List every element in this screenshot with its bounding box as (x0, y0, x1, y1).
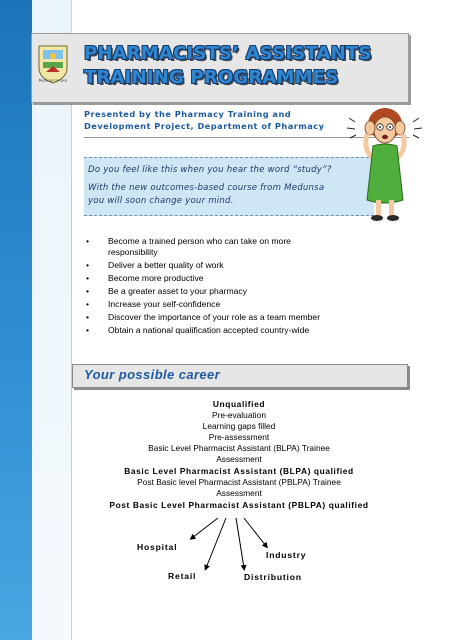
flow-step: Basic Level Pharmacist Assistant (BLPA) Trainee (148, 443, 330, 453)
career-heading: Your possible career (84, 367, 221, 382)
presented-by-text (84, 108, 334, 132)
presented-line-2: Development Project, Department of Pharmacy (84, 121, 325, 131)
flow-step: Post Basic Level Pharmacist Assistant (PBLPA) qualified (109, 500, 369, 510)
branch-hospital: Hospital (137, 542, 178, 552)
flow-step: Assessment (216, 454, 262, 464)
study-line-3: you will soon change your mind. (88, 196, 234, 206)
medunsa-logo (36, 44, 70, 84)
branch-distribution: Distribution (244, 572, 302, 582)
title-line-1: PHARMACISTS’ ASSISTANTS (84, 43, 372, 64)
title-line-2: TRAINING PROGRAMMES (84, 67, 339, 88)
flow-step: Pre-assessment (208, 432, 270, 442)
arrow-industry (244, 518, 266, 546)
flow-step: Learning gaps filled (202, 421, 276, 431)
study-question: Do you feel like this when you hear the word “study”? (88, 165, 332, 175)
branch-retail: Retail (168, 571, 197, 581)
stressed-woman-illustration (345, 100, 427, 225)
flow-step: Pre-evaluation (211, 410, 266, 420)
flow-step: Basic Level Pharmacist Assistant (BLPA) qualified (124, 466, 354, 476)
page-title (84, 42, 406, 90)
flow-step: Assessment (216, 488, 262, 498)
left-color-band (0, 0, 32, 640)
study-line-2: With the new outcomes-based course from Medunsa (88, 183, 325, 193)
flow-step: Post Basic level Pharmacist Assistant (PBLPA) Trainee (137, 477, 341, 487)
flow-step: Unqualified (212, 399, 266, 409)
arrow-hospital (192, 518, 218, 538)
logo-caption: Medunsa Campus (38, 78, 68, 83)
branch-industry: Industry (266, 550, 307, 560)
presented-line-1: Presented by the Pharmacy Training and (84, 109, 292, 119)
arrow-distribution (236, 518, 244, 568)
